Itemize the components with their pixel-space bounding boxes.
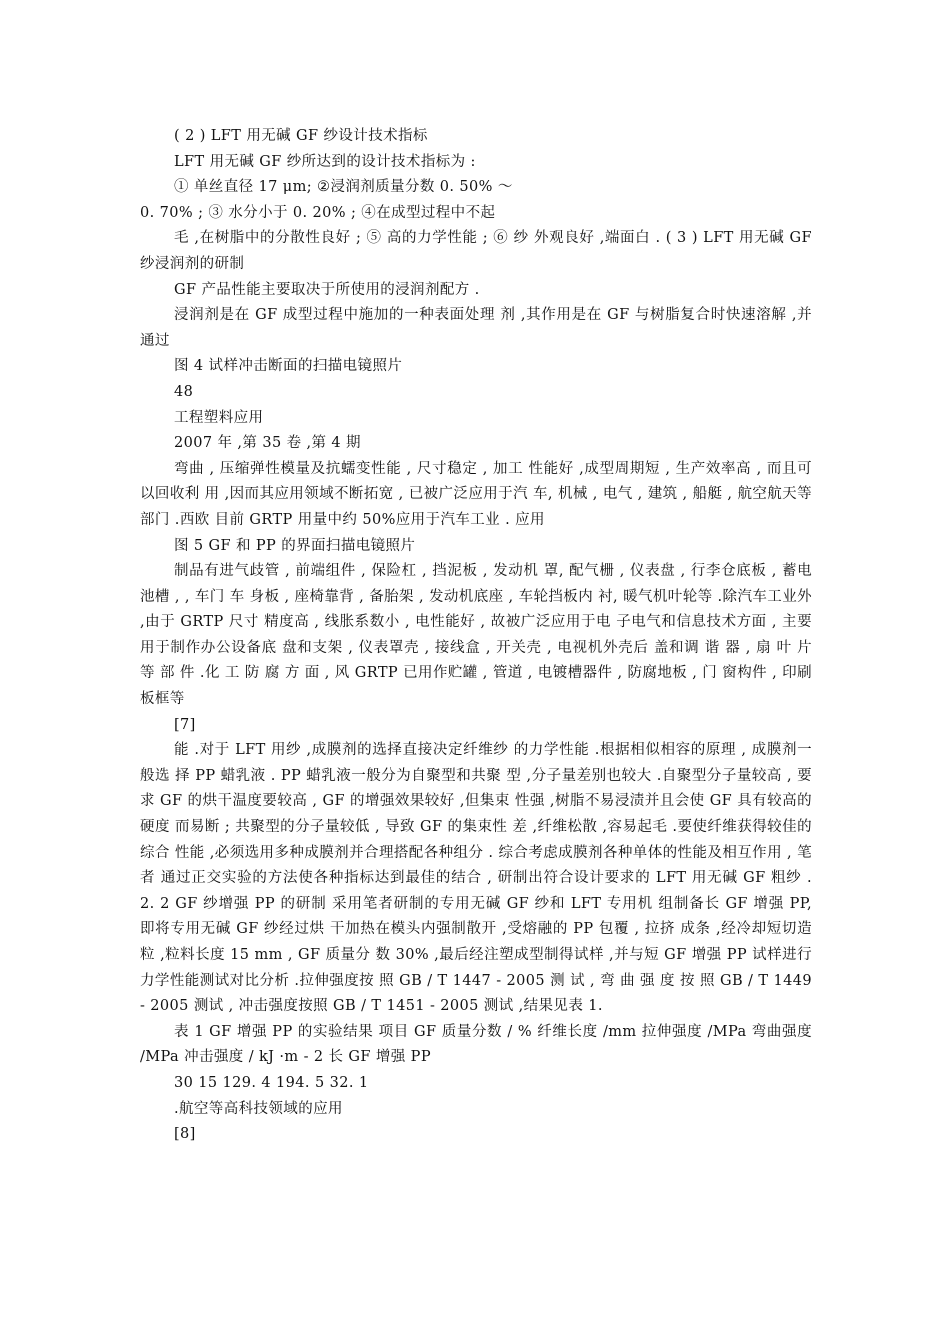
journal-name: 工程塑料应用 — [174, 409, 264, 426]
figure-5-caption: 图 5 GF 和 PP 的界面扫描电镜照片 — [174, 537, 416, 554]
figure-4-caption: 图 4 试样冲击断面的扫描电镜照片 — [174, 358, 403, 375]
reference-8: [8] — [174, 1126, 196, 1143]
heading-lft-gf-yarn-spec: ( 2 ) LFT 用无碱 GF 纱设计技术指标 — [174, 128, 428, 144]
document-body — [140, 124, 812, 1148]
paragraph-sizing-formula: GF 产品性能主要取决于所使用的浸润剂配方 . — [174, 281, 480, 298]
paragraph-grtp-properties: 弯曲 , 压缩弹性模量及抗蠕变性能 , 尺寸稳定 , 加工 性能好 ,成型周期短 , 生产效率高 , 而且可以回收利 用 ,因而其应用领域不断拓宽 , 已被广泛应用于汽 车, 机械 , 电气 , 建筑 , 船艇 , 航空航天等部门 .西欧 目前 GRTP 用量中约 50%应用于汽车工业 . 应用 — [140, 460, 812, 528]
reference-7: [7] — [174, 716, 196, 733]
paragraph-spec-line-2: 0. 70% ; ③ 水分小于 0. 20% ; ④在成型过程中不起 — [140, 204, 496, 221]
paragraph-applications: 制品有进气歧管 , 前端组件 , 保险杠 , 挡泥板 , 发动机 罩, 配气栅 , 仪表盘 , 行李仓底板 , 蓄电池槽 , , 车门 车 身板 , 座椅靠背 , 备胎架 , 发动机底座 , 车轮挡板内 衬, 暖气机叶轮等 .除汽车工业外 ,由于 GRTP 尺寸 精度高 , 线胀系数小 , 电性能好 , 故被广泛应用于电 子电气和信息技术方面 , 主要用于制作办公设备底 盘和支架 , 仪表罩壳 , 接线盒 , 开关壳 , 电视机外壳后 盖和调 谐 器 , 扇 叶 片 等 部 件 .化 工 防 腐 方 面 , 风 GRTP 已用作贮罐 , 管道 , 电镀槽器件 , 防腐地板 , 门 窗构件 , 印刷板框等 — [140, 563, 812, 708]
page-number: 48 — [174, 383, 194, 400]
journal-issue: 2007 年 ,第 35 卷 ,第 4 期 — [174, 435, 361, 452]
paragraph-sizing-agent: 浸润剂是在 GF 成型过程中施加的一种表面处理 剂 ,其作用是在 GF 与树脂复合时快速溶解 ,并通过 — [140, 307, 812, 349]
paragraph-aerospace: .航空等高科技领域的应用 — [174, 1100, 343, 1117]
table-1-caption: 表 1 GF 增强 PP 的实验结果 项目 GF 质量分数 / % 纤维长度 /mm 拉伸强度 /MPa 弯曲强度 /MPa 冲击强度 / kJ ·m - 2 长 GF 增强 PP — [140, 1023, 812, 1066]
paragraph-spec-intro: LFT 用无碱 GF 纱所达到的设计技术指标为 : — [174, 153, 476, 170]
paragraph-film-former: 能 .对于 LFT 用纱 ,成膜剂的选择直接决定纤维纱 的力学性能 .根据相似相容的原理 , 成膜剂一般选 择 PP 蜡乳液 . PP 蜡乳液一般分为自聚型和共聚 型 ,分子量差别也较大 .自聚型分子量较高 , 要求 GF 的烘干温度要较高 , GF 的增强效果较好 ,但集束 性强 ,树脂不易浸渍并且会使 GF 具有较高的硬度 而易断 ; 共聚型的分子量较低 , 导致 GF 的集束性 差 ,纤维松散 ,容易起毛 .要使纤维获得较佳的综合 性能 ,必须选用多种成膜剂并合理搭配各种组分 . 综合考虑成膜剂各种单体的性能及相互作用 , 笔者 通过正交实验的方法使各种指标达到最佳的结合 , 研制出符合设计要求的 LFT 用无碱 GF 粗纱 . 2. 2 GF 纱增强 PP 的研制 采用笔者研制的专用无碱 GF 纱和 LFT 专用机 组制备长 GF 增强 PP, 即将专用无碱 GF 纱经过烘 干加热在模头内强制散开 ,受熔融的 PP 包覆 , 拉挤 成条 ,经冷却短切造粒 ,粒料长度 15 mm , GF 质量分 数 30% ,最后经注塑成型制得试样 ,并与短 GF 增强 PP 试样进行力学性能测试对比分析 .拉伸强度按 照 GB / T 1447 - 2005 测 试 , 弯 曲 强 度 按 照 GB / T 1449 - 2005 测试 , 冲击强度按照 GB / T 1451 - 2005 测试 ,结果见表 1. — [140, 742, 812, 1015]
table-1-values: 30 15 129. 4 194. 5 32. 1 — [174, 1074, 369, 1091]
paragraph-spec-line-3: 毛 ,在树脂中的分散性良好 ; ⑤ 高的力学性能 ; ⑥ 纱 外观良好 ,端面白 . ( 3 ) LFT 用无碱 GF 纱浸润剂的研制 — [140, 230, 812, 272]
paragraph-spec-line-1: ① 单丝直径 17 μm; ②浸润剂质量分数 0. 50% ～ — [174, 179, 513, 196]
